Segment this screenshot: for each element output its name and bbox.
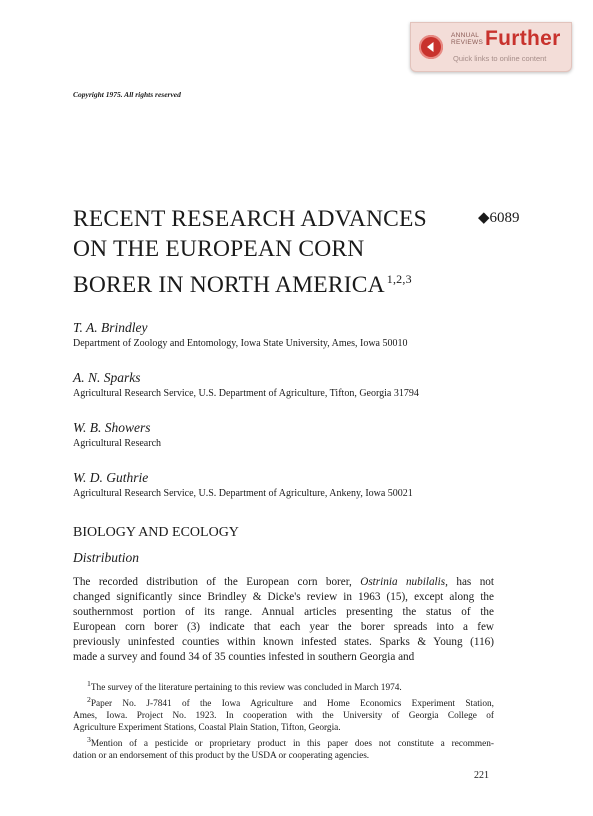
- author-affiliation: Agricultural Research Service, U.S. Department of Agriculture, Tifton, Georgia 31794: [73, 388, 419, 399]
- footnotes: [73, 678, 494, 762]
- article-code: ◆6089: [478, 210, 520, 226]
- paragraph-text: The recorded distribution of the European corn borer,: [73, 576, 361, 588]
- article-title: [73, 204, 473, 300]
- page-number: 221: [474, 770, 489, 781]
- footnote-1: [73, 678, 494, 694]
- section-heading: BIOLOGY AND ECOLOGY: [73, 525, 239, 540]
- author-affiliation: Agricultural Research: [73, 438, 162, 449]
- footnote-text: Paper No. J-7841 of the Iowa Agriculture and Home Economics Experiment Station,: [90, 699, 494, 710]
- body-paragraph: [73, 575, 494, 666]
- title-line-2: ON THE EUROPEAN CORN: [73, 236, 365, 262]
- author-affiliation: Agricultural Research Service, U.S. Department of Agriculture, Ankeny, Iowa 50021: [73, 488, 413, 499]
- author-affiliation: Department of Zoology and Entomology, Iowa State University, Ames, Iowa 50010: [73, 338, 408, 349]
- footnote-text: Mention of a pesticide or proprietary product in this paper does not constitute a recommen-: [90, 739, 494, 750]
- annual-reviews-logo-text: [451, 32, 484, 46]
- paragraph-text: has not: [447, 576, 494, 588]
- footnote-marker: 1: [87, 679, 91, 688]
- further-subtitle: Quick links to online content: [453, 54, 547, 63]
- footnote-text: The survey of the literature pertaining to this review was concluded in March 1974.: [90, 683, 402, 694]
- title-line-3: BORER IN NORTH AMERICA: [73, 272, 385, 298]
- author-name: W. D. Guthrie: [73, 470, 149, 485]
- species-name: Ostrinia nubilalis,: [360, 576, 448, 588]
- further-label: Further: [485, 27, 561, 50]
- paragraph-line: made a survey and found 34 of 35 counties infested in southern Georgia and: [73, 651, 415, 664]
- footnote-2: [73, 694, 494, 710]
- annual-reviews-line-1: ANNUAL: [451, 32, 480, 39]
- footnote-2-line: Agriculture Experiment Stations, Coastal Plain Station, Tifton, Georgia.: [73, 723, 341, 734]
- footnote-2-line: Ames, Iowa. Project No. 1923. In cooperation with the University of Georgia College of: [73, 711, 494, 722]
- footnote-marker: 2: [87, 695, 91, 705]
- paragraph-line: [73, 575, 494, 590]
- paragraph-line: European corn borer (3) indicate that each year the borer spreads into a few: [73, 621, 494, 634]
- title-footnote-markers: 1,2,3: [386, 272, 412, 286]
- footnote-marker: 3: [87, 735, 91, 745]
- paragraph-line: previously uninfested counties within known infested states. Sparks & Young (116): [73, 636, 494, 649]
- paragraph-line: southernmost portion of its range. Annual articles presenting the status of the: [73, 606, 494, 619]
- subsection-heading: Distribution: [73, 550, 140, 565]
- paragraph-line: changed significantly since Brindley & Dicke's review in 1963 (15), except along the: [73, 591, 494, 604]
- author-name: W. B. Showers: [73, 420, 151, 435]
- annual-reviews-line-2: REVIEWS: [451, 39, 484, 46]
- left-arrow-circle-icon: [419, 35, 443, 59]
- author-name: T. A. Brindley: [73, 320, 148, 335]
- footnote-3-line: dation or an endorsement of this product by the USDA or cooperating agencies.: [73, 751, 370, 762]
- title-line-1: RECENT RESEARCH ADVANCES: [73, 206, 427, 232]
- author-name: A. N. Sparks: [73, 370, 141, 385]
- footnote-3: [73, 734, 494, 750]
- further-badge[interactable]: [410, 22, 572, 72]
- copyright-notice: Copyright 1975. All rights reserved: [73, 90, 181, 99]
